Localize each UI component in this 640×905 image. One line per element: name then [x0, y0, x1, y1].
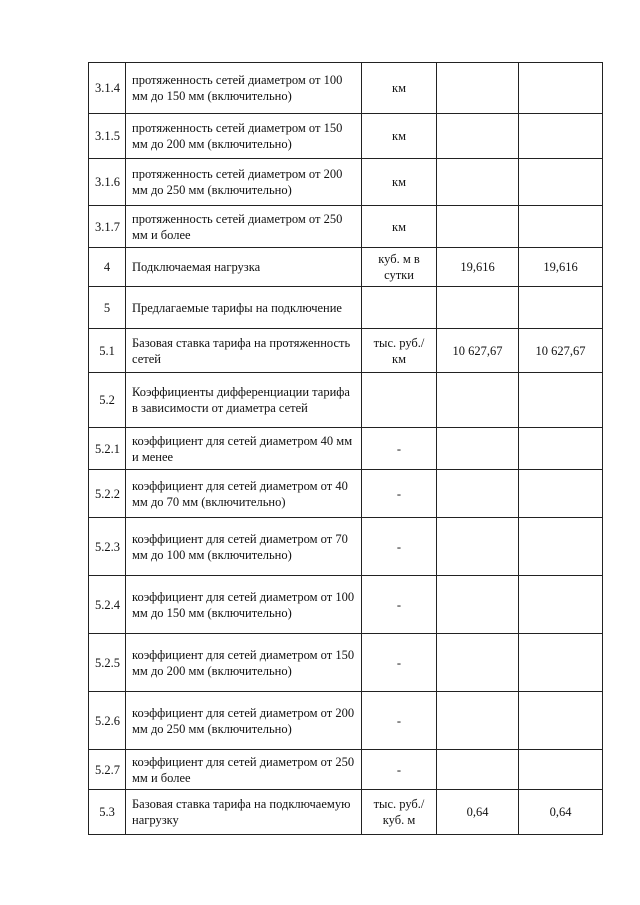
row-value-1: 0,64 — [437, 790, 519, 835]
row-number: 5.2.4 — [89, 576, 126, 634]
row-number: 5.2.6 — [89, 692, 126, 750]
row-unit: - — [362, 576, 437, 634]
row-number: 5 — [89, 287, 126, 329]
row-unit — [362, 287, 437, 329]
row-value-2 — [519, 518, 603, 576]
row-value-1 — [437, 470, 519, 518]
row-number: 5.2.5 — [89, 634, 126, 692]
row-value-1 — [437, 206, 519, 248]
row-description: протяженность сетей диаметром от 250 мм и более — [126, 206, 362, 248]
table-row — [89, 634, 603, 692]
row-description: Коэффициенты дифференциации тарифа в зависимости от диаметра сетей — [126, 373, 362, 428]
row-value-1 — [437, 634, 519, 692]
row-value-2 — [519, 114, 603, 159]
row-value-2 — [519, 373, 603, 428]
row-number: 5.2.2 — [89, 470, 126, 518]
table-row — [89, 159, 603, 206]
table-row — [89, 576, 603, 634]
row-value-1 — [437, 114, 519, 159]
table-row — [89, 692, 603, 750]
row-unit: км — [362, 63, 437, 114]
row-number: 5.2.1 — [89, 428, 126, 470]
row-description: протяженность сетей диаметром от 150 мм до 200 мм (включительно) — [126, 114, 362, 159]
row-value-1 — [437, 518, 519, 576]
row-unit: тыс. руб./км — [362, 329, 437, 373]
row-description: Базовая ставка тарифа на подключаемую нагрузку — [126, 790, 362, 835]
row-description: Подключаемая нагрузка — [126, 248, 362, 287]
row-number: 3.1.6 — [89, 159, 126, 206]
table-row — [89, 750, 603, 790]
table-row — [89, 287, 603, 329]
table-row — [89, 206, 603, 248]
row-unit: - — [362, 428, 437, 470]
table-row — [89, 518, 603, 576]
row-number: 5.2.3 — [89, 518, 126, 576]
row-unit: км — [362, 206, 437, 248]
row-value-2 — [519, 470, 603, 518]
table-row — [89, 790, 603, 835]
row-value-1 — [437, 159, 519, 206]
row-value-2 — [519, 692, 603, 750]
row-number: 3.1.7 — [89, 206, 126, 248]
row-description: Предлагаемые тарифы на подключение — [126, 287, 362, 329]
row-number: 5.2.7 — [89, 750, 126, 790]
row-value-1 — [437, 373, 519, 428]
row-value-2: 10 627,67 — [519, 329, 603, 373]
row-unit: - — [362, 692, 437, 750]
row-value-1 — [437, 428, 519, 470]
row-value-2 — [519, 634, 603, 692]
row-description: коэффициент для сетей диаметром от 250 мм и более — [126, 750, 362, 790]
row-unit — [362, 373, 437, 428]
row-unit: - — [362, 634, 437, 692]
row-unit: км — [362, 159, 437, 206]
row-value-2 — [519, 750, 603, 790]
tariff-table — [88, 62, 603, 835]
row-value-2 — [519, 576, 603, 634]
table-row — [89, 248, 603, 287]
table-row — [89, 428, 603, 470]
row-description: Базовая ставка тарифа на протяженность сетей — [126, 329, 362, 373]
row-description: коэффициент для сетей диаметром от 70 мм до 100 мм (включительно) — [126, 518, 362, 576]
row-description: коэффициент для сетей диаметром от 200 мм до 250 мм (включительно) — [126, 692, 362, 750]
row-number: 5.3 — [89, 790, 126, 835]
row-unit: - — [362, 470, 437, 518]
row-value-2 — [519, 428, 603, 470]
row-unit: км — [362, 114, 437, 159]
row-value-2: 0,64 — [519, 790, 603, 835]
table-row — [89, 114, 603, 159]
row-description: протяженность сетей диаметром от 100 мм до 150 мм (включительно) — [126, 63, 362, 114]
row-number: 5.2 — [89, 373, 126, 428]
row-description: коэффициент для сетей диаметром от 100 мм до 150 мм (включительно) — [126, 576, 362, 634]
row-value-1: 19,616 — [437, 248, 519, 287]
row-description: коэффициент для сетей диаметром от 150 мм до 200 мм (включительно) — [126, 634, 362, 692]
row-unit: - — [362, 750, 437, 790]
table-row — [89, 470, 603, 518]
table-row — [89, 63, 603, 114]
row-value-2 — [519, 287, 603, 329]
row-value-2: 19,616 — [519, 248, 603, 287]
row-value-2 — [519, 159, 603, 206]
table-row — [89, 373, 603, 428]
row-value-1 — [437, 692, 519, 750]
row-number: 3.1.5 — [89, 114, 126, 159]
row-description: коэффициент для сетей диаметром от 40 мм до 70 мм (включительно) — [126, 470, 362, 518]
row-value-1 — [437, 63, 519, 114]
row-value-2 — [519, 63, 603, 114]
row-description: коэффициент для сетей диаметром 40 мм и менее — [126, 428, 362, 470]
row-value-1 — [437, 750, 519, 790]
row-description: протяженность сетей диаметром от 200 мм до 250 мм (включительно) — [126, 159, 362, 206]
row-unit: - — [362, 518, 437, 576]
row-number: 3.1.4 — [89, 63, 126, 114]
row-unit: куб. м в сутки — [362, 248, 437, 287]
row-number: 5.1 — [89, 329, 126, 373]
row-value-1: 10 627,67 — [437, 329, 519, 373]
row-unit: тыс. руб./ куб. м — [362, 790, 437, 835]
row-value-1 — [437, 576, 519, 634]
row-value-2 — [519, 206, 603, 248]
row-value-1 — [437, 287, 519, 329]
table-row — [89, 329, 603, 373]
row-number: 4 — [89, 248, 126, 287]
